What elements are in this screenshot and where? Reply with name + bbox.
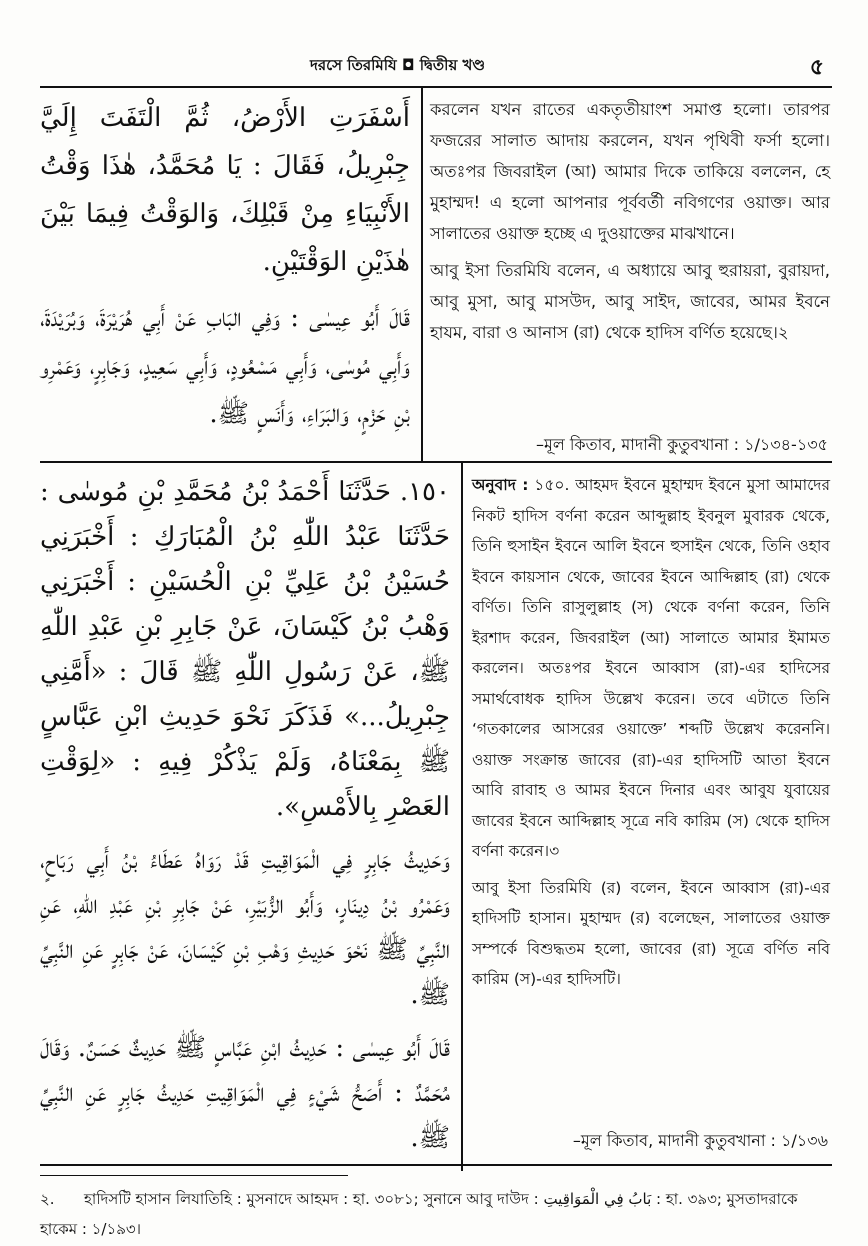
- source-citation: –মূল কিতাব, মাদানী কুতুবখানা : ১/১৩৪-১৩৫: [535, 435, 828, 454]
- page-header: [40, 48, 830, 82]
- header-rule: [40, 86, 832, 88]
- bangla-text-block-1: [430, 94, 830, 354]
- arabic-paragraph: أَسْفَرَتِ الأَرْضُ، ثُمَّ الْتَفَتَ إِلَيَّ جِبْرِيلُ، فَقَالَ : يَا مُحَمَّدُ، هٰذَا وَقْتُ الأَنْبِيَاءِ مِنْ قَبْلِكَ، وَالوَقْتُ فِيمَا بَيْنَ هٰذَيْنِ الوَقْتَيْنِ.: [40, 103, 410, 277]
- footnote-rule: [40, 1175, 348, 1176]
- running-title: দরসে তিরমিযি ◘ দ্বিতীয় খণ্ড: [310, 56, 486, 74]
- bangla-paragraph: করলেন যখন রাতের একতৃতীয়াংশ সমাপ্ত হলো। তারপর ফজরের সালাত আদায় করলেন, যখন পৃথিবী ফর্সা হলো। অতঃপর জিবরাইল (আ) আমার দিকে তাকিয়ে বললেন, হে মুহাম্মদ! এ হলো আপনার পূর্ববর্তী নবিগণের ওয়াক্ত। আর সালাতের ওয়াক্ত হচ্ছে এ দুওয়াক্তের মাঝখানে।: [430, 100, 830, 243]
- arabic-paragraph: ١٥٠. حَدَّثَنَا أَحْمَدُ بْنُ مُحَمَّدِ بْنِ مُوسٰى : حَدَّثَنَا عَبْدُ اللّٰهِ بْنُ الْمُبَارَكِ : أَخْبَرَنِي حُسَيْنُ بْنُ عَلِيِّ بْنِ الْحُسَيْنِ : أَخْبَرَنِي وَهْبُ بْنُ كَيْسَانَ، عَنْ جَابِرِ بْنِ عَبْدِ اللّٰهِ ﷺ، عَنْ رَسُولِ اللّٰهِ ﷺ قَالَ : «أَمَّنِي جِبْرِيلُ...» فَذَكَرَ نَحْوَ حَدِيثِ ابْنِ عَبَّاسٍ ﷺ بِمَعْنَاهُ، وَلَمْ يَذْكُرْ فِيهِ : «لِوَقْتِ العَصْرِ بِالأَمْسِ».: [40, 477, 450, 822]
- arabic-text-block-2: [40, 470, 450, 1170]
- section-rule: [40, 1164, 832, 1166]
- footnote: [40, 1184, 830, 1244]
- arabic-paragraph: وَحَدِيثُ جَابِرٍ فِي الْمَوَاقِيتِ قَدْ رَوَاهُ عَطَاءُ بْنُ أَبِي رَبَاحٍ، وَعَمْرُو بْنُ دِينَارٍ، وَأَبُو الزُّبَيْرِ، عَنْ جَابِرِ بْنِ عَبْدِ اللّٰهِ، عَنِ النَّبِيِّ ﷺ نَحْوَ حَدِيثِ وَهْبِ بْنِ كَيْسَانَ، عَنْ جَابِرٍ عَنِ النَّبِيِّ ﷺ.: [40, 845, 450, 1010]
- section-rule: [40, 461, 832, 463]
- footnote-marker: ২.: [40, 1190, 55, 1208]
- bangla-paragraph: আবু ইসা তিরমিযি (র) বলেন, ইবনে আব্বাস (রা)-এর হাদিসটি হাসান। মুহাম্মদ (র) বলেছেন, সালাতের ওয়াক্ত সম্পর্কে বিশুদ্ধতম হলো, জাবের (রা) সূত্রে বর্ণিত নবি কারিম (স)-এর হাদিসটি।: [472, 878, 830, 988]
- translation-label: অনুবাদ :: [472, 476, 529, 494]
- bangla-paragraph: [472, 470, 830, 867]
- column-divider: [461, 461, 463, 1171]
- arabic-text-block-1: [40, 94, 410, 464]
- arabic-paragraph: قَالَ أَبُو عِيسٰى : حَدِيثُ ابْنِ عَبَّاسٍ ﷺ حَدِيثٌ حَسَنٌ. وَقَالَ مُحَمَّدٌ : أَصَحُّ شَيْءٍ فِي الْمَوَاقِيتِ حَدِيثُ جَابِرٍ عَنِ النَّبِيِّ ﷺ.: [40, 1033, 450, 1153]
- bangla-paragraph: আবু ইসা তিরমিযি বলেন, এ অধ্যায়ে আবু হুরায়রা, বুরায়দা, আবু মুসা, আবু মাসউদ, আবু সাইদ, জাবের, আমর ইবনে হাযম, বারা ও আনাস (রা) থেকে হাদিস বর্ণিত হয়েছে।২: [430, 261, 830, 342]
- source-citation: –মূল কিতাব, মাদানী কুতুবখানা : ১/১৩৬: [572, 1131, 828, 1150]
- column-divider: [421, 86, 423, 461]
- arabic-paragraph: قَالَ أَبُو عِيسٰى : وَفِي البَابِ عَنْ أَبِي هُرَيْرَةَ، وَبُرَيْدَةَ، وَأَبِي مُوسٰى، وَأَبِي مَسْعُودٍ، وَأَبِي سَعِيدٍ، وَجَابِرٍ، وَعَمْرِو بْنِ حَزْمٍ، وَالبَرَاءِ، وَأَنَسٍ ﷺ.: [40, 303, 410, 429]
- translation-text: ১৫০. আহমদ ইবনে মুহাম্মদ ইবনে মুসা আমাদের নিকট হাদিস বর্ণনা করেন আব্দুল্লাহ ইবনুল মুবারক থেকে, তিনি হুসাইন ইবনে আলি ইবনে হুসাইন থেকে, তিনি ওহাব ইবনে কায়সান থেকে, জাবের ইবনে আব্দিল্লাহ (রা) থেকে বর্ণিত। তিনি রাসুলুল্লাহ (স) থেকে বর্ণনা করেন, তিনি ইরশাদ করেন, জিবরাইল (আ) সালাতে আমার ইমামত করলেন। অতঃপর ইবনে আব্বাস (রা)-এর হাদিসের সমার্থবোধক হাদিস উল্লেখ করেন। তবে এটাতে তিনি ‘গতকালের আসরের ওয়াক্তে’ শব্দটি উল্লেখ করেননি। ওয়াক্ত সংক্রান্ত জাবের (রা)-এর হাদিসটি আতা ইবনে আবি রাবাহ ও আমর ইবনে দিনার এবং আবুয যুবায়ের জাবের ইবনে আব্দিল্লাহ সূত্রে নবি কারিম (স) থেকে হাদিস বর্ণনা করেন।৩: [472, 476, 830, 860]
- page-number: ৫: [809, 55, 824, 80]
- footnote-text: হাদিসটি হাসান লিযাতিহি : মুসনাদে আহমদ : হা. ৩০৮১; সুনানে আবু দাউদ : بَابُ فِي الْمَوَاقِيتِ : হা. ৩৯৩; মুসতাদরাকে হাকেম : ১/১৯৩।: [40, 1190, 798, 1238]
- bangla-text-block-2: [472, 470, 830, 1001]
